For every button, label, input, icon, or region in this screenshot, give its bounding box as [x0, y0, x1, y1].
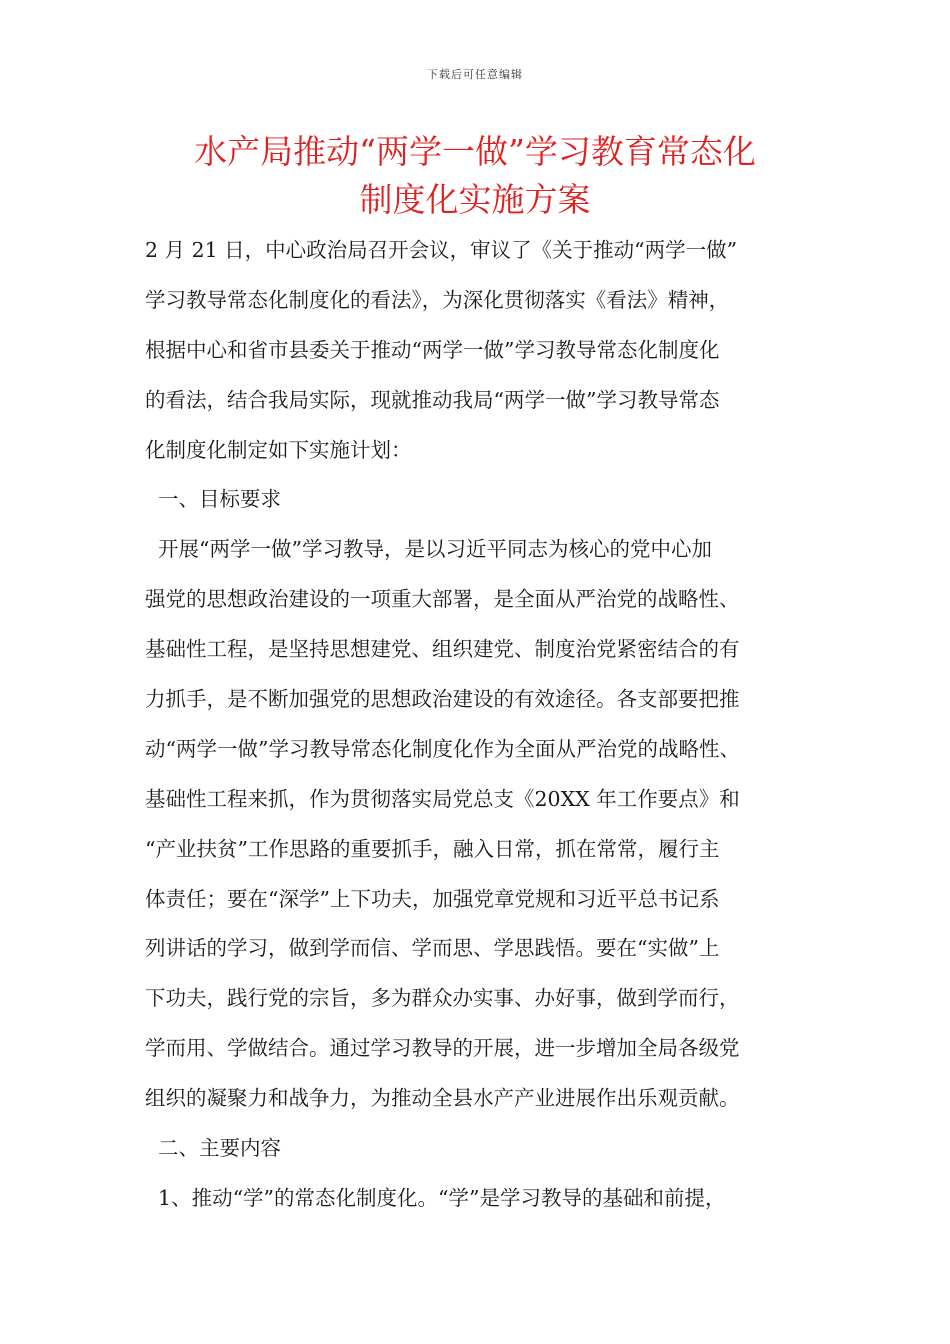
body-line: 化制度化制定如下实施计划： [145, 437, 412, 462]
body-line: 组织的凝聚力和战争力，为推动全县水产产业进展作出乐观贡献。 [145, 1086, 740, 1111]
section-heading: 二、主要内容 [145, 1136, 282, 1161]
document-title [100, 128, 850, 224]
section-heading: 一、目标要求 [145, 487, 282, 512]
title-line-1: 水产局推动“两学一做”学习教育常态化 [194, 132, 756, 171]
body-line: 力抓手，是不断加强党的思想政治建设的有效途径。各支部要把推 [145, 687, 740, 712]
body-line: 基础性工程，是坚持思想建党、组织建党、制度治党紧密结合的有 [145, 637, 740, 662]
body-line: 开展“两学一做”学习教导，是以习近平同志为核心的党中心加 [145, 537, 712, 562]
body-line: 学习教导常态化制度化的看法》，为深化贯彻落实《看法》精神， [145, 287, 730, 312]
body-line: 基础性工程来抓，作为贯彻落实局党总支《20XX 年工作要点》和 [145, 786, 740, 811]
body-line: 强党的思想政治建设的一项重大部署，是全面从严治党的战略性、 [145, 587, 740, 612]
body-line: 的看法，结合我局实际，现就推动我局“两学一做”学习教导常态 [145, 387, 720, 412]
document-body [145, 226, 835, 1224]
body-line: 学而用、学做结合。通过学习教导的开展，进一步增加全局各级党 [145, 1036, 740, 1061]
body-line: 根据中心和省市县委关于推动“两学一做”学习教导常态化制度化 [145, 337, 720, 362]
body-line: “产业扶贫”工作思路的重要抓手，融入日常，抓在常常，履行主 [145, 836, 720, 861]
body-line: 动“两学一做”学习教导常态化制度化作为全面从严治党的战略性、 [145, 736, 740, 761]
body-line: 1、推动“学”的常态化制度化。“学”是学习教导的基础和前提， [145, 1185, 726, 1210]
body-line: 列讲话的学习，做到学而信、学而思、学思践悟。要在“实做”上 [145, 936, 720, 961]
body-line: 下功夫，践行党的宗旨，多为群众办实事、办好事，做到学而行， [145, 986, 740, 1011]
title-line-2: 制度化实施方案 [359, 180, 591, 219]
body-line: 体责任；要在“深学”上下功夫，加强党章党规和习近平总书记系 [145, 886, 720, 911]
body-line: 2 月 21 日，中心政治局召开会议，审议了《关于推动“两学一做” [145, 238, 738, 262]
header-note: 下载后可任意编辑 [427, 68, 523, 81]
